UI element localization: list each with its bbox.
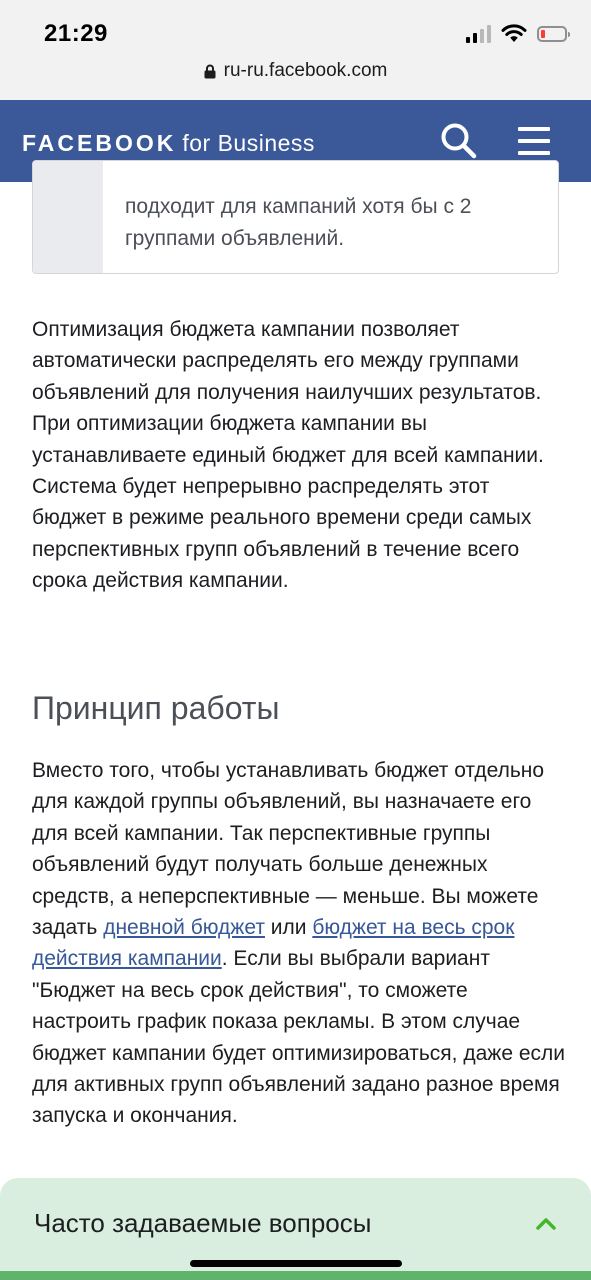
callout-icon-column	[33, 161, 103, 273]
paragraph-text-1: Вместо того, чтобы устанавливать бюджет отдельно для каждой группы объявлений, вы назначаете его для всей кампании. Так перспективные группы объявлений будут получать больше денежных средств, а неперспективные — меньше. Вы можете задать	[32, 759, 545, 940]
battery-level	[541, 30, 545, 38]
status-icons	[466, 24, 567, 44]
search-icon[interactable]	[440, 122, 478, 160]
signal-icon	[466, 25, 491, 43]
intro-paragraph: Оптимизация бюджета кампании позволяет автоматически распределять его между группами объявлений для получения наилучших результатов. При оптимизации бюджета кампании вы устанавливаете единый бюджет для всей кампании. Система будет непрерывно распределять этот бюджет в режиме реального времени среди самых перспективных групп объявлений в течение всего срока действия кампании.	[32, 318, 544, 593]
callout-line-1: подходит для кампаний хотя бы с 2	[125, 195, 472, 218]
paragraph-connector: или	[264, 916, 313, 940]
logo-brand: FACEBOOK	[22, 130, 177, 156]
wifi-icon	[501, 24, 527, 44]
hamburger-menu-icon[interactable]	[514, 122, 554, 160]
lock-icon	[204, 64, 216, 79]
battery-icon	[537, 26, 567, 42]
section-paragraph	[32, 755, 568, 1132]
url-bar[interactable]	[0, 60, 591, 82]
note-callout	[32, 160, 559, 274]
callout-line-2: группами объявлений.	[125, 227, 345, 250]
chevron-up-icon[interactable]	[536, 1216, 556, 1230]
paragraph-text-2: . Если вы выбрали вариант "Бюджет на весь срок действия", то сможете настроить график показа рекламы. В этом случае бюджет кампании будет оптимизироваться, даже если для активных групп объявлений задано разное время запуска и окончания.	[32, 947, 565, 1128]
facebook-for-business-logo[interactable]	[22, 130, 315, 157]
faq-accent-strip	[0, 1271, 591, 1280]
status-time: 21:29	[44, 20, 108, 47]
daily-budget-link[interactable]: дневной бюджет	[103, 916, 265, 940]
url-text: ru-ru.facebook.com	[223, 60, 388, 81]
callout-text	[125, 191, 535, 255]
logo-suffix: for Business	[182, 130, 315, 156]
status-bar	[0, 0, 591, 100]
section-heading: Принцип работы	[32, 690, 280, 726]
faq-label: Часто задаваемые вопросы	[34, 1208, 372, 1238]
home-indicator	[190, 1260, 402, 1267]
lifetime-budget-link[interactable]: бюджет на весь срок действия кампании	[32, 916, 515, 971]
